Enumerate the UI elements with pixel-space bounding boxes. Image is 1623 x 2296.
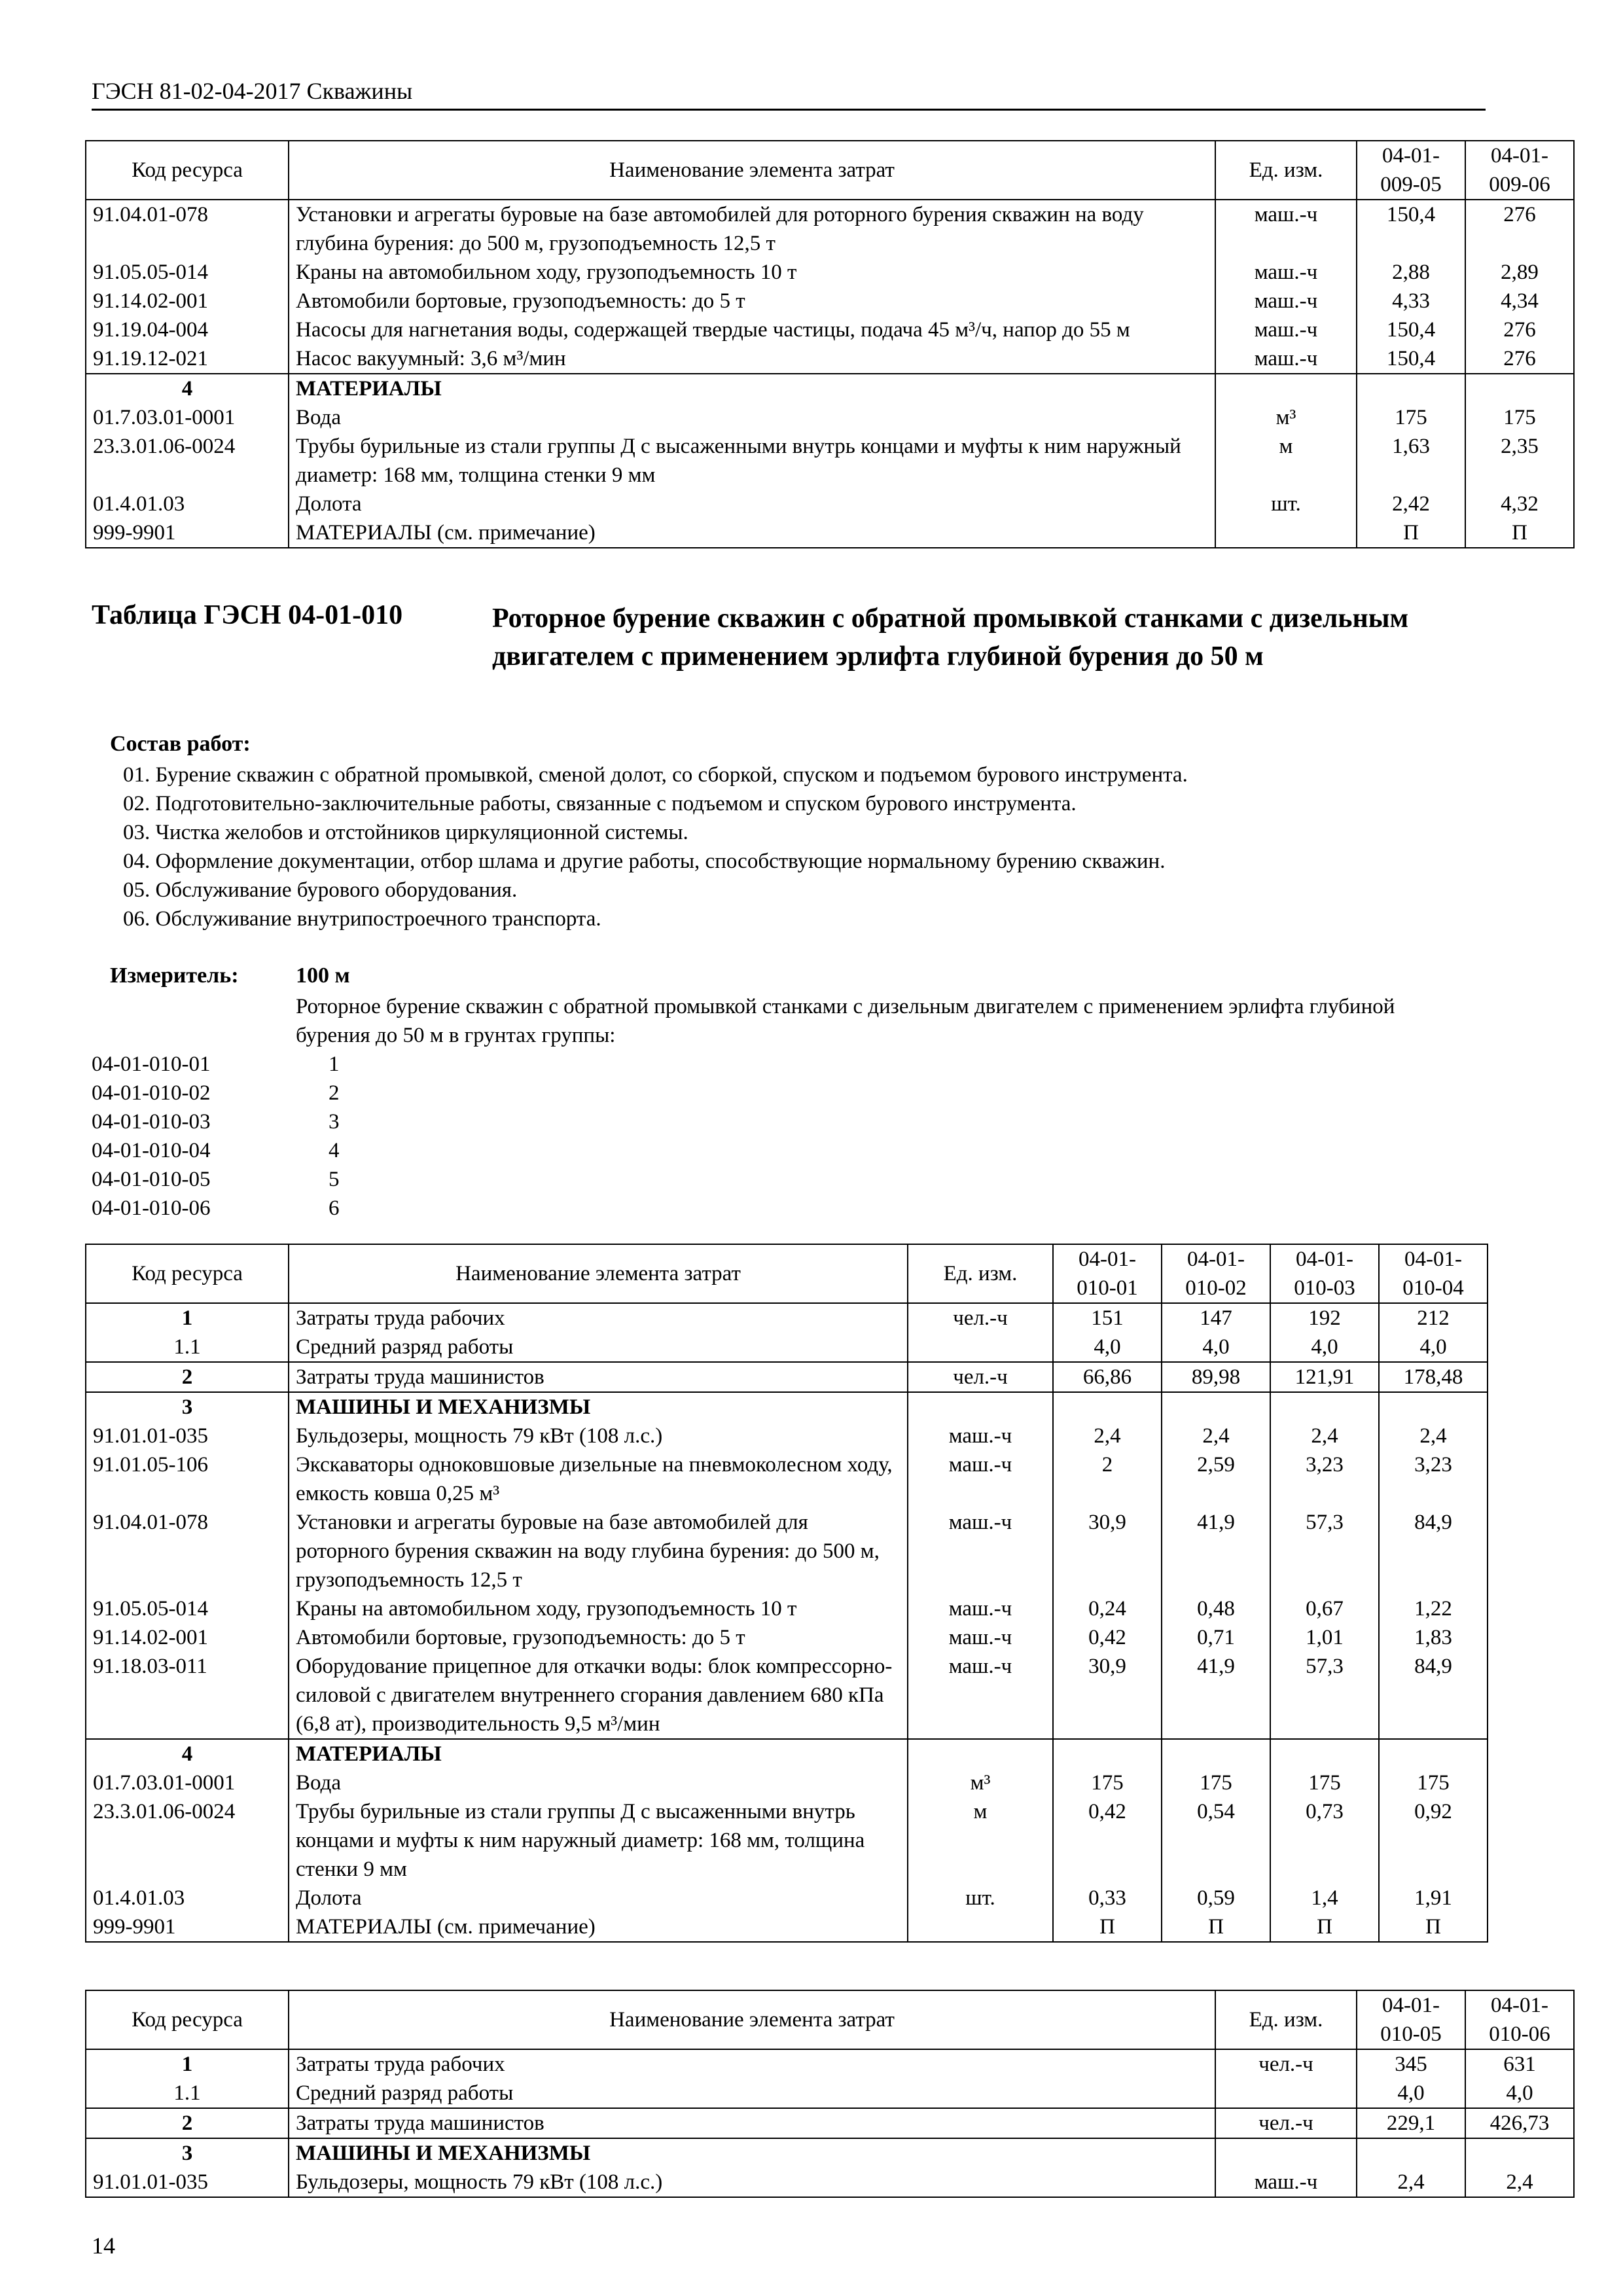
value-cell: 2,35	[1465, 432, 1574, 490]
header-cell: Код ресурса	[86, 1990, 289, 2049]
value-cell: 0,92	[1379, 1797, 1488, 1884]
value-cell: П	[1270, 1912, 1379, 1942]
unit-cell	[908, 1739, 1053, 1768]
value-cell: 4,0	[1053, 1333, 1162, 1362]
value-cell: 0,42	[1053, 1797, 1162, 1884]
table-row	[86, 2049, 1574, 2079]
table-row	[86, 258, 1574, 287]
name-cell: Затраты труда рабочих	[289, 2049, 1215, 2079]
name-cell: Средний разряд работы	[289, 1333, 908, 1362]
name-cell: Трубы бурильные из стали группы Д с высаженными внутрь концами и муфты к ним наружный диаметр: 168 мм, толщина стенки 9 мм	[289, 1797, 908, 1884]
value-cell: 426,73	[1465, 2108, 1574, 2138]
table-row	[86, 1623, 1488, 1652]
table-row	[86, 1450, 1488, 1508]
norm-code: 04-01-010-06	[92, 1196, 211, 1220]
value-cell: 41,9	[1162, 1652, 1270, 1739]
unit-cell	[1215, 2079, 1357, 2108]
value-cell: 175	[1379, 1768, 1488, 1797]
value-cell: 2,4	[1379, 1422, 1488, 1450]
header-cell: 04-01-009-06	[1465, 141, 1574, 200]
table-row	[86, 1594, 1488, 1623]
code-cell: 1.1	[86, 2079, 289, 2108]
name-cell: Бульдозеры, мощность 79 кВт (108 л.с.)	[289, 1422, 908, 1450]
value-cell: 4,0	[1465, 2079, 1574, 2108]
section-row	[86, 1362, 1488, 1392]
header-cell: 04-01-010-03	[1270, 1244, 1379, 1303]
table-row	[86, 1422, 1488, 1450]
unit-cell: маш.-ч	[1215, 200, 1357, 258]
value-cell: 276	[1465, 315, 1574, 344]
value-cell: 1,91	[1379, 1884, 1488, 1912]
table-row	[86, 1333, 1488, 1362]
value-cell: 0,33	[1053, 1884, 1162, 1912]
header-cell: 04-01-010-06	[1465, 1990, 1574, 2049]
unit-cell: шт.	[1215, 490, 1357, 518]
value-cell: 1,63	[1357, 432, 1465, 490]
value-cell: 2,88	[1357, 258, 1465, 287]
table-row	[86, 432, 1574, 490]
norm-code: 04-01-010-05	[92, 1168, 211, 1191]
name-cell: Трубы бурильные из стали группы Д с высаженными внутрь концами и муфты к ним наружный диаметр: 168 мм, толщина стенки 9 мм	[289, 432, 1215, 490]
value-cell: 57,3	[1270, 1508, 1379, 1594]
unit-cell: маш.-ч	[908, 1652, 1053, 1739]
value-cell	[1053, 1392, 1162, 1422]
code-cell: 01.7.03.01-0001	[86, 403, 289, 432]
name-cell: Вода	[289, 403, 1215, 432]
code-cell: 91.01.01-035	[86, 2168, 289, 2197]
table-row	[86, 1768, 1488, 1797]
soil-group: 1	[329, 1052, 340, 1076]
value-cell: 276	[1465, 200, 1574, 258]
code-cell: 91.14.02-001	[86, 1623, 289, 1652]
value-cell: 178,48	[1379, 1362, 1488, 1392]
value-cell: 0,24	[1053, 1594, 1162, 1623]
value-cell: 4,32	[1465, 490, 1574, 518]
table-row	[86, 344, 1574, 374]
sostav-heading: Состав работ:	[110, 732, 251, 756]
code-cell: 91.18.03-011	[86, 1652, 289, 1739]
value-cell: 175	[1357, 403, 1465, 432]
code-cell: 1	[86, 1303, 289, 1333]
name-cell: Краны на автомобильном ходу, грузоподъемность 10 т	[289, 258, 1215, 287]
unit-cell: м³	[908, 1768, 1053, 1797]
table-row	[86, 2079, 1574, 2108]
value-cell: 192	[1270, 1303, 1379, 1333]
value-cell: 345	[1357, 2049, 1465, 2079]
sostav-item: 04. Оформление документации, отбор шлама и другие работы, способствующие нормальному бурению скважин.	[123, 850, 1166, 873]
section-title: МАТЕРИАЛЫ	[289, 1739, 908, 1768]
value-cell: 2,4	[1162, 1422, 1270, 1450]
header-cell: Наименование элемента затрат	[289, 1990, 1215, 2049]
unit-cell: маш.-ч	[1215, 258, 1357, 287]
name-cell: Вода	[289, 1768, 908, 1797]
unit-cell: чел.-ч	[908, 1303, 1053, 1333]
header-rule	[92, 109, 1486, 111]
sostav-list	[123, 761, 1188, 933]
soil-group: 2	[329, 1081, 340, 1105]
sostav-item: 05. Обслуживание бурового оборудования.	[123, 878, 518, 902]
code-cell: 1.1	[86, 1333, 289, 1362]
unit-cell: чел.-ч	[1215, 2049, 1357, 2079]
header-cell: Наименование элемента затрат	[289, 141, 1215, 200]
value-cell	[1270, 1392, 1379, 1422]
table-row	[86, 403, 1574, 432]
code-cell: 23.3.01.06-0024	[86, 1797, 289, 1884]
unit-cell	[908, 1912, 1053, 1942]
table-row	[86, 200, 1574, 258]
value-cell: 151	[1053, 1303, 1162, 1333]
table-title: Роторное бурение скважин с обратной промывкой станками с дизельным двигателем с применением эрлифта глубиной бурения до 50 м	[492, 603, 1409, 672]
unit-cell: шт.	[908, 1884, 1053, 1912]
value-cell: 89,98	[1162, 1362, 1270, 1392]
section-code: 3	[86, 2138, 289, 2168]
table-row	[86, 287, 1574, 315]
unit-cell	[1215, 518, 1357, 548]
unit-cell: маш.-ч	[908, 1623, 1053, 1652]
value-cell: 0,48	[1162, 1594, 1270, 1623]
value-cell: П	[1357, 518, 1465, 548]
unit-cell: маш.-ч	[908, 1422, 1053, 1450]
table-row	[86, 490, 1574, 518]
value-cell: 2	[1053, 1450, 1162, 1508]
code-cell: 91.04.01-078	[86, 200, 289, 258]
value-cell: 2,4	[1357, 2168, 1465, 2197]
value-cell: П	[1379, 1912, 1488, 1942]
section-row	[86, 1739, 1488, 1768]
value-cell: 0,67	[1270, 1594, 1379, 1623]
code-cell: 01.7.03.01-0001	[86, 1768, 289, 1797]
value-cell: 84,9	[1379, 1508, 1488, 1594]
value-cell: 4,0	[1270, 1333, 1379, 1362]
header-cell: Наименование элемента затрат	[289, 1244, 908, 1303]
value-cell: П	[1053, 1912, 1162, 1942]
name-cell: Автомобили бортовые, грузоподъемность: до 5 т	[289, 287, 1215, 315]
unit-cell: чел.-ч	[908, 1362, 1053, 1392]
table-row	[86, 1912, 1488, 1942]
value-cell: 0,71	[1162, 1623, 1270, 1652]
value-cell: 2,4	[1270, 1422, 1379, 1450]
name-cell: Средний разряд работы	[289, 2079, 1215, 2108]
norm-code: 04-01-010-02	[92, 1081, 211, 1105]
unit-cell: чел.-ч	[1215, 2108, 1357, 2138]
value-cell: 1,4	[1270, 1884, 1379, 1912]
name-cell: Долота	[289, 1884, 908, 1912]
value-cell: 150,4	[1357, 344, 1465, 374]
table-header-row	[86, 1990, 1574, 2049]
unit-cell	[1215, 2138, 1357, 2168]
value-cell: 4,0	[1357, 2079, 1465, 2108]
soil-group: 5	[329, 1168, 340, 1191]
izmeritel-value: 100 м	[296, 963, 350, 988]
norm-code: 04-01-010-03	[92, 1110, 211, 1134]
name-cell: Автомобили бортовые, грузоподъемность: до 5 т	[289, 1623, 908, 1652]
table-row	[86, 315, 1574, 344]
section-row	[86, 2138, 1574, 2168]
value-cell: 2,4	[1053, 1422, 1162, 1450]
value-cell: 84,9	[1379, 1652, 1488, 1739]
value-cell: 212	[1379, 1303, 1488, 1333]
value-cell: 0,42	[1053, 1623, 1162, 1652]
value-cell	[1053, 1739, 1162, 1768]
value-cell: 2,4	[1465, 2168, 1574, 2197]
value-cell	[1162, 1739, 1270, 1768]
value-cell: 121,91	[1270, 1362, 1379, 1392]
value-cell: 2,42	[1357, 490, 1465, 518]
sostav-item: 06. Обслуживание внутрипостроечного транспорта.	[123, 907, 601, 931]
norm-code: 04-01-010-04	[92, 1139, 211, 1162]
soil-group: 4	[329, 1139, 340, 1162]
sostav-item: 03. Чистка желобов и отстойников циркуляционной системы.	[123, 821, 688, 844]
unit-cell: маш.-ч	[908, 1450, 1053, 1508]
value-cell: 4,33	[1357, 287, 1465, 315]
name-cell: Краны на автомобильном ходу, грузоподъемность 10 т	[289, 1594, 908, 1623]
value-cell: 150,4	[1357, 315, 1465, 344]
code-cell: 01.4.01.03	[86, 1884, 289, 1912]
soil-group: 3	[329, 1110, 340, 1134]
value-cell: П	[1465, 518, 1574, 548]
izmeritel-description: Роторное бурение скважин с обратной промывкой станками с дизельным двигателем с применением эрлифта глубиной бурения до 50 м в грунтах группы:	[296, 995, 1395, 1047]
table-row	[86, 1652, 1488, 1739]
header-cell: Код ресурса	[86, 141, 289, 200]
name-cell: Насосы для нагнетания воды, содержащей твердые частицы, подача 45 м³/ч, напор до 55 м	[289, 315, 1215, 344]
name-cell: Долота	[289, 490, 1215, 518]
code-cell: 91.04.01-078	[86, 1508, 289, 1594]
section-row	[86, 374, 1574, 403]
section-title: МАТЕРИАЛЫ	[289, 374, 1215, 403]
name-cell: Установки и агрегаты буровые на базе автомобилей для роторного бурения скважин на воду глубина бурения: до 500 м, грузоподъемность 12,5 т	[289, 1508, 908, 1594]
value-cell: 631	[1465, 2049, 1574, 2079]
unit-cell	[908, 1333, 1053, 1362]
header-cell: 04-01-010-05	[1357, 1990, 1465, 2049]
unit-cell: м³	[1215, 403, 1357, 432]
section-code: 4	[86, 374, 289, 403]
value-cell: 1,83	[1379, 1623, 1488, 1652]
value-cell	[1465, 2138, 1574, 2168]
code-cell: 999-9901	[86, 1912, 289, 1942]
table-row	[86, 1508, 1488, 1594]
value-cell: 2,59	[1162, 1450, 1270, 1508]
value-cell	[1162, 1392, 1270, 1422]
value-cell: 175	[1270, 1768, 1379, 1797]
table-caption: Таблица ГЭСН 04-01-010	[92, 600, 403, 630]
value-cell: 0,73	[1270, 1797, 1379, 1884]
code-cell: 999-9901	[86, 518, 289, 548]
unit-cell: м	[1215, 432, 1357, 490]
name-cell: Насос вакуумный: 3,6 м³/мин	[289, 344, 1215, 374]
resource-table-bottom	[85, 1990, 1575, 2198]
value-cell: 175	[1053, 1768, 1162, 1797]
code-cell: 91.14.02-001	[86, 287, 289, 315]
unit-cell: маш.-ч	[908, 1594, 1053, 1623]
name-cell: МАТЕРИАЛЫ (см. примечание)	[289, 1912, 908, 1942]
value-cell	[1357, 374, 1465, 403]
value-cell: П	[1162, 1912, 1270, 1942]
value-cell: 4,0	[1379, 1333, 1488, 1362]
code-cell: 91.19.04-004	[86, 315, 289, 344]
value-cell: 41,9	[1162, 1508, 1270, 1594]
code-cell: 91.05.05-014	[86, 258, 289, 287]
value-cell: 229,1	[1357, 2108, 1465, 2138]
value-cell	[1357, 2138, 1465, 2168]
section-code: 3	[86, 1392, 289, 1422]
table-header-row	[86, 141, 1574, 200]
section-code: 1	[86, 2049, 289, 2079]
table-row	[86, 1797, 1488, 1884]
name-cell: Затраты труда машинистов	[289, 2108, 1215, 2138]
table-row	[86, 2168, 1574, 2197]
value-cell: 1,01	[1270, 1623, 1379, 1652]
name-cell: Затраты труда машинистов	[289, 1362, 908, 1392]
value-cell: 4,0	[1162, 1333, 1270, 1362]
value-cell: 276	[1465, 344, 1574, 374]
header-cell: Ед. изм.	[1215, 141, 1357, 200]
unit-cell: маш.-ч	[1215, 315, 1357, 344]
unit-cell: маш.-ч	[1215, 2168, 1357, 2197]
code-cell: 01.4.01.03	[86, 490, 289, 518]
resource-table-main	[85, 1244, 1488, 1943]
unit-cell: м	[908, 1797, 1053, 1884]
header-cell: 04-01-010-01	[1053, 1244, 1162, 1303]
value-cell: 175	[1465, 403, 1574, 432]
unit-cell: маш.-ч	[908, 1508, 1053, 1594]
unit-cell: маш.-ч	[1215, 344, 1357, 374]
name-cell: Бульдозеры, мощность 79 кВт (108 л.с.)	[289, 2168, 1215, 2197]
name-cell: Затраты труда рабочих	[289, 1303, 908, 1333]
value-cell: 30,9	[1053, 1508, 1162, 1594]
value-cell: 147	[1162, 1303, 1270, 1333]
code-cell: 91.01.05-106	[86, 1450, 289, 1508]
value-cell: 2,89	[1465, 258, 1574, 287]
page-number: 14	[92, 2233, 115, 2259]
section-code: 2	[86, 2108, 289, 2138]
name-cell: МАТЕРИАЛЫ (см. примечание)	[289, 518, 1215, 548]
value-cell	[1270, 1739, 1379, 1768]
section-row	[86, 2108, 1574, 2138]
unit-cell: маш.-ч	[1215, 287, 1357, 315]
section-title: МАШИНЫ И МЕХАНИЗМЫ	[289, 2138, 1215, 2168]
running-header: ГЭСН 81-02-04-2017 Скважины	[92, 78, 413, 104]
value-cell: 3,23	[1270, 1450, 1379, 1508]
value-cell: 57,3	[1270, 1652, 1379, 1739]
soil-group: 6	[329, 1196, 340, 1220]
table-row	[86, 518, 1574, 548]
table-row	[86, 1884, 1488, 1912]
name-cell: Установки и агрегаты буровые на базе автомобилей для роторного бурения скважин на воду глубина бурения: до 500 м, грузоподъемность 12,5 т	[289, 200, 1215, 258]
value-cell	[1379, 1739, 1488, 1768]
unit-cell	[908, 1392, 1053, 1422]
section-code: 4	[86, 1739, 289, 1768]
name-cell: Экскаваторы одноковшовые дизельные на пневмоколесном ходу, емкость ковша 0,25 м³	[289, 1450, 908, 1508]
value-cell: 0,59	[1162, 1884, 1270, 1912]
table-header-row	[86, 1244, 1488, 1303]
value-cell: 1,22	[1379, 1594, 1488, 1623]
code-cell: 23.3.01.06-0024	[86, 432, 289, 490]
section-code: 2	[86, 1362, 289, 1392]
norm-code: 04-01-010-01	[92, 1052, 211, 1076]
sostav-item: 01. Бурение скважин с обратной промывкой, сменой долот, со сборкой, спуском и подъемом бурового инструмента.	[123, 763, 1188, 787]
header-cell: Код ресурса	[86, 1244, 289, 1303]
section-title: МАШИНЫ И МЕХАНИЗМЫ	[289, 1392, 908, 1422]
value-cell: 3,23	[1379, 1450, 1488, 1508]
code-cell: 91.05.05-014	[86, 1594, 289, 1623]
table-row	[86, 1303, 1488, 1333]
name-cell: Оборудование прицепное для откачки воды: блок компрессорно-силовой с двигателем внутреннего сгорания давлением 680 кПа (6,8 ат), производительность 9,5 м³/мин	[289, 1652, 908, 1739]
header-cell: 04-01-009-05	[1357, 141, 1465, 200]
value-cell: 175	[1162, 1768, 1270, 1797]
resource-table-top	[85, 140, 1575, 548]
sostav-item: 02. Подготовительно-заключительные работы, связанные с подъемом и спуском бурового инструмента.	[123, 792, 1077, 816]
value-cell: 30,9	[1053, 1652, 1162, 1739]
izmeritel-label: Измеритель:	[110, 963, 239, 988]
unit-cell	[1215, 374, 1357, 403]
header-cell: 04-01-010-04	[1379, 1244, 1488, 1303]
value-cell: 4,34	[1465, 287, 1574, 315]
value-cell: 0,54	[1162, 1797, 1270, 1884]
section-row	[86, 1392, 1488, 1422]
value-cell: 66,86	[1053, 1362, 1162, 1392]
code-cell: 91.19.12-021	[86, 344, 289, 374]
code-cell: 91.01.01-035	[86, 1422, 289, 1450]
value-cell	[1465, 374, 1574, 403]
value-cell	[1379, 1392, 1488, 1422]
value-cell: 150,4	[1357, 200, 1465, 258]
header-cell: 04-01-010-02	[1162, 1244, 1270, 1303]
header-cell: Ед. изм.	[1215, 1990, 1357, 2049]
header-cell: Ед. изм.	[908, 1244, 1053, 1303]
